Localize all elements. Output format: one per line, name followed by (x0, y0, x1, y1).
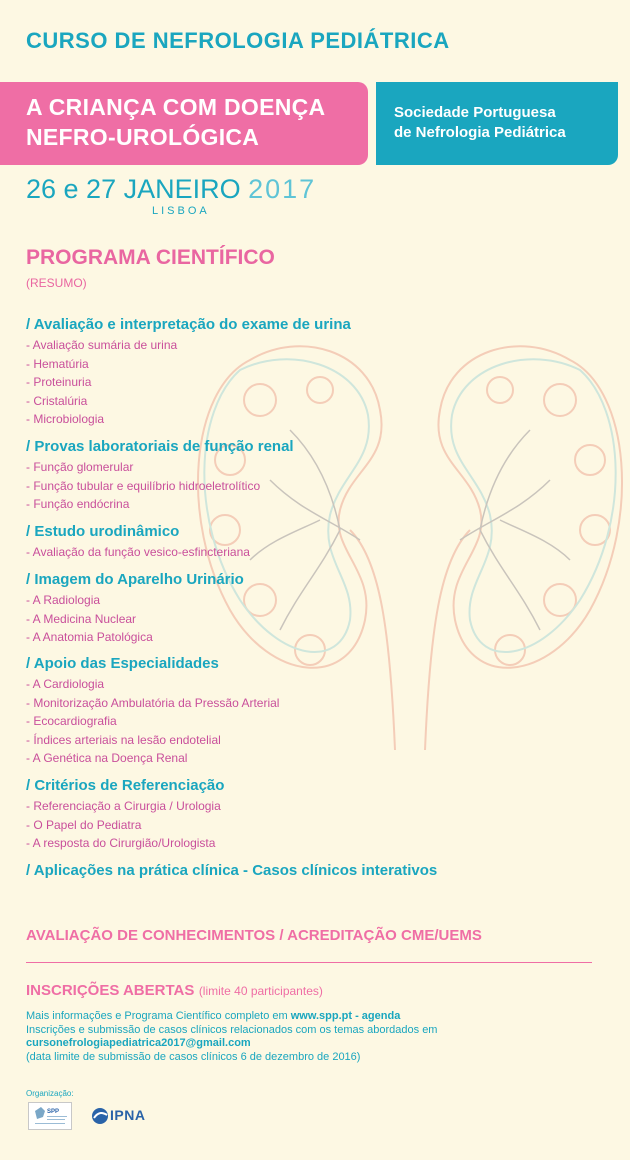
event-city: LISBOA (152, 205, 210, 217)
program-section (26, 522, 250, 562)
banner-line-1: A CRIANÇA COM DOENÇA (26, 94, 326, 120)
info-text: (data limite de submissão de casos clínicos 6 de dezembro de 2016) (26, 1050, 361, 1063)
list-item: - O Papel do Pediatra (26, 817, 142, 832)
registration-title: INSCRIÇÕES ABERTAS (26, 982, 195, 999)
program-subtitle: (RESUMO) (26, 276, 87, 290)
divider (26, 962, 592, 963)
info-text: Mais informações e Programa Científico completo em (26, 1010, 291, 1022)
event-year: 2017 (248, 174, 317, 204)
list-item: - Avaliação sumária de urina (26, 338, 178, 352)
list-item: - A Genética na Doença Renal (26, 751, 188, 766)
program-section (26, 654, 279, 768)
banner-line-2: NEFRO-UROLÓGICA (26, 124, 260, 150)
list-item: - A Anatomia Patológica (26, 630, 153, 645)
section-title: / Apoio das Especialidades (26, 655, 219, 672)
section-title: / Provas laboratoriais de função renal (26, 438, 294, 455)
list-item: - A Medicina Nuclear (26, 611, 137, 626)
section-title: / Aplicações na prática clínica - Casos clínicos interativos (26, 862, 438, 879)
program-section (26, 861, 437, 881)
society-line-1: Sociedade Portuguesa (394, 104, 556, 121)
ipna-logo-text: IPNA (110, 1107, 146, 1123)
list-item: - Proteinuria (26, 375, 92, 390)
organization-label: Organização: (26, 1089, 74, 1098)
event-days: 26 e 27 JANEIRO (26, 174, 241, 204)
event-dates (26, 174, 316, 205)
website-link[interactable]: www.spp.pt - agenda (290, 1010, 401, 1022)
section-title: / Imagem do Aparelho Urinário (26, 571, 244, 588)
evaluation-accreditation: AVALIAÇÃO DE CONHECIMENTOS / ACREDITAÇÃO CME/UEMS (26, 927, 482, 944)
program-section (26, 437, 294, 514)
list-item: - Referenciação a Cirurgia / Urologia (26, 799, 221, 813)
program-section (26, 776, 224, 853)
program-title: PROGRAMA CIENTÍFICO (26, 246, 275, 269)
list-item: - A Radiologia (26, 593, 101, 607)
email-link[interactable]: cursonefrologiapediatrica2017@gmail.com (26, 1037, 251, 1049)
section-title: / Estudo urodinâmico (26, 523, 180, 540)
course-title: CURSO DE NEFROLOGIA PEDIÁTRICA (26, 28, 450, 53)
spp-logo-icon (29, 1103, 71, 1129)
list-item: - Função tubular e equilíbrio hidroeletrolítico (26, 478, 261, 493)
program-section (26, 570, 244, 647)
list-item: - Função glomerular (26, 460, 134, 474)
list-item: - Índices arteriais na lesão endotelial (26, 732, 221, 747)
section-title: / Critérios de Referenciação (26, 777, 225, 794)
list-item: - Avaliação da função vesico-esfincteriana (26, 545, 250, 559)
list-item: - Ecocardiografia (26, 714, 117, 729)
course-banner (0, 82, 368, 165)
registration (26, 982, 323, 1000)
list-item: - Hematúria (26, 356, 89, 371)
info-text: Inscrições e submissão de casos clínicos relacionados com os temas abordados em (26, 1023, 438, 1036)
list-item: - Microbiologia (26, 412, 105, 427)
list-item: - A resposta do Cirurgião/Urologista (26, 836, 216, 851)
program-section (26, 315, 351, 429)
list-item: - Função endócrina (26, 497, 130, 512)
spp-logo (28, 1102, 72, 1130)
info-block (26, 1010, 437, 1064)
list-item: - A Cardiologia (26, 677, 105, 691)
list-item: - Monitorização Ambulatória da Pressão Arterial (26, 695, 280, 710)
spp-logo-text: SPP (47, 1109, 60, 1115)
list-item: - Cristalúria (26, 393, 88, 408)
section-title: / Avaliação e interpretação do exame de urina (26, 316, 351, 333)
ipna-logo-icon (90, 1106, 110, 1126)
society-line-2: de Nefrologia Pediátrica (394, 124, 566, 141)
registration-limit: (limite 40 participantes) (198, 984, 323, 998)
society-banner (376, 82, 618, 165)
